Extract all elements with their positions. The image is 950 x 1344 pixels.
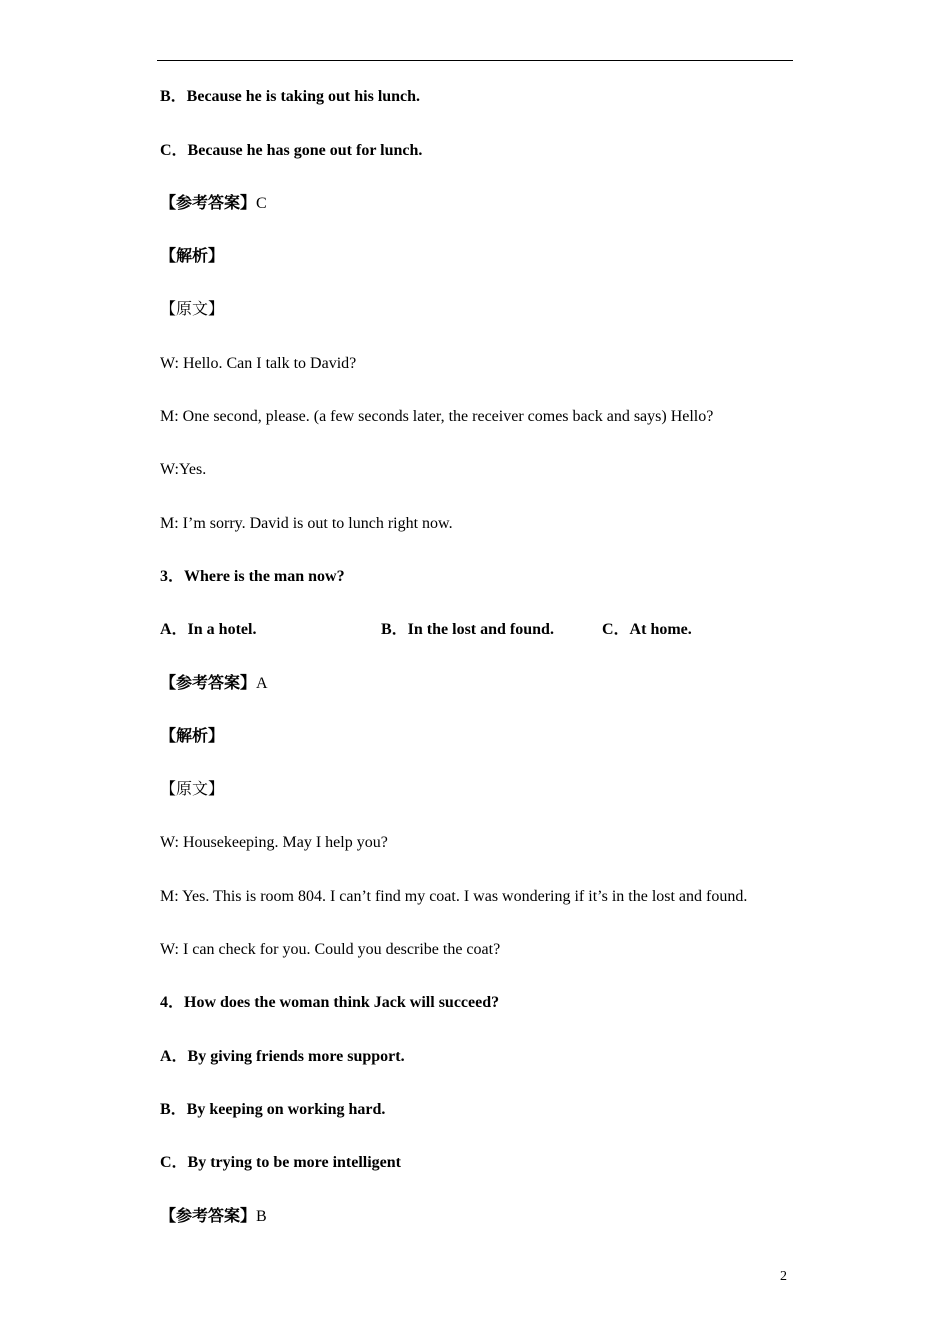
q4-option-c: C．By trying to be more intelligent bbox=[160, 1154, 402, 1171]
q3-answer bbox=[160, 674, 268, 694]
q3-option-c: C．At home. bbox=[602, 621, 692, 638]
q3-dialogue-line: M: Yes. This is room 804. I can’t find my coat. I was wondering if it’s in the lost and found. bbox=[160, 888, 748, 905]
q2-option-c: C．Because he has gone out for lunch. bbox=[160, 142, 423, 159]
header-rule bbox=[157, 60, 793, 61]
q4-question: 4．How does the woman think Jack will succeed? bbox=[160, 994, 500, 1011]
answer-value: C bbox=[256, 195, 267, 212]
q2-dialogue-line: M: One second, please. (a few seconds later, the receiver comes back and says) Hello? bbox=[160, 408, 714, 425]
q4-answer bbox=[160, 1207, 267, 1227]
q2-dialogue-line: W:Yes. bbox=[160, 461, 207, 478]
answer-value: A bbox=[256, 675, 268, 692]
q2-analysis-label: 【解析】 bbox=[160, 248, 225, 265]
q3-option-a: A．In a hotel. bbox=[160, 621, 257, 638]
q2-dialogue-line: M: I’m sorry. David is out to lunch right now. bbox=[160, 515, 453, 532]
q4-option-b: B．By keeping on working hard. bbox=[160, 1101, 386, 1118]
q2-answer bbox=[160, 194, 267, 214]
answer-label: 【参考答案】 bbox=[160, 195, 257, 212]
page-number: 2 bbox=[780, 1269, 787, 1284]
q3-option-b: B．In the lost and found. bbox=[381, 621, 554, 638]
answer-label: 【参考答案】 bbox=[160, 675, 257, 692]
q2-option-b: B．Because he is taking out his lunch. bbox=[160, 88, 421, 105]
q2-original-label: 【原文】 bbox=[160, 301, 225, 318]
q2-dialogue-line: W: Hello. Can I talk to David? bbox=[160, 355, 357, 372]
q3-analysis-label: 【解析】 bbox=[160, 728, 225, 745]
answer-value: B bbox=[256, 1208, 267, 1225]
q3-dialogue-line: W: I can check for you. Could you describe the coat? bbox=[160, 941, 501, 958]
q3-original-label: 【原文】 bbox=[160, 781, 225, 798]
answer-label: 【参考答案】 bbox=[160, 1208, 257, 1225]
q3-question: 3．Where is the man now? bbox=[160, 568, 345, 585]
q3-dialogue-line: W: Housekeeping. May I help you? bbox=[160, 834, 388, 851]
q4-option-a: A．By giving friends more support. bbox=[160, 1048, 405, 1065]
